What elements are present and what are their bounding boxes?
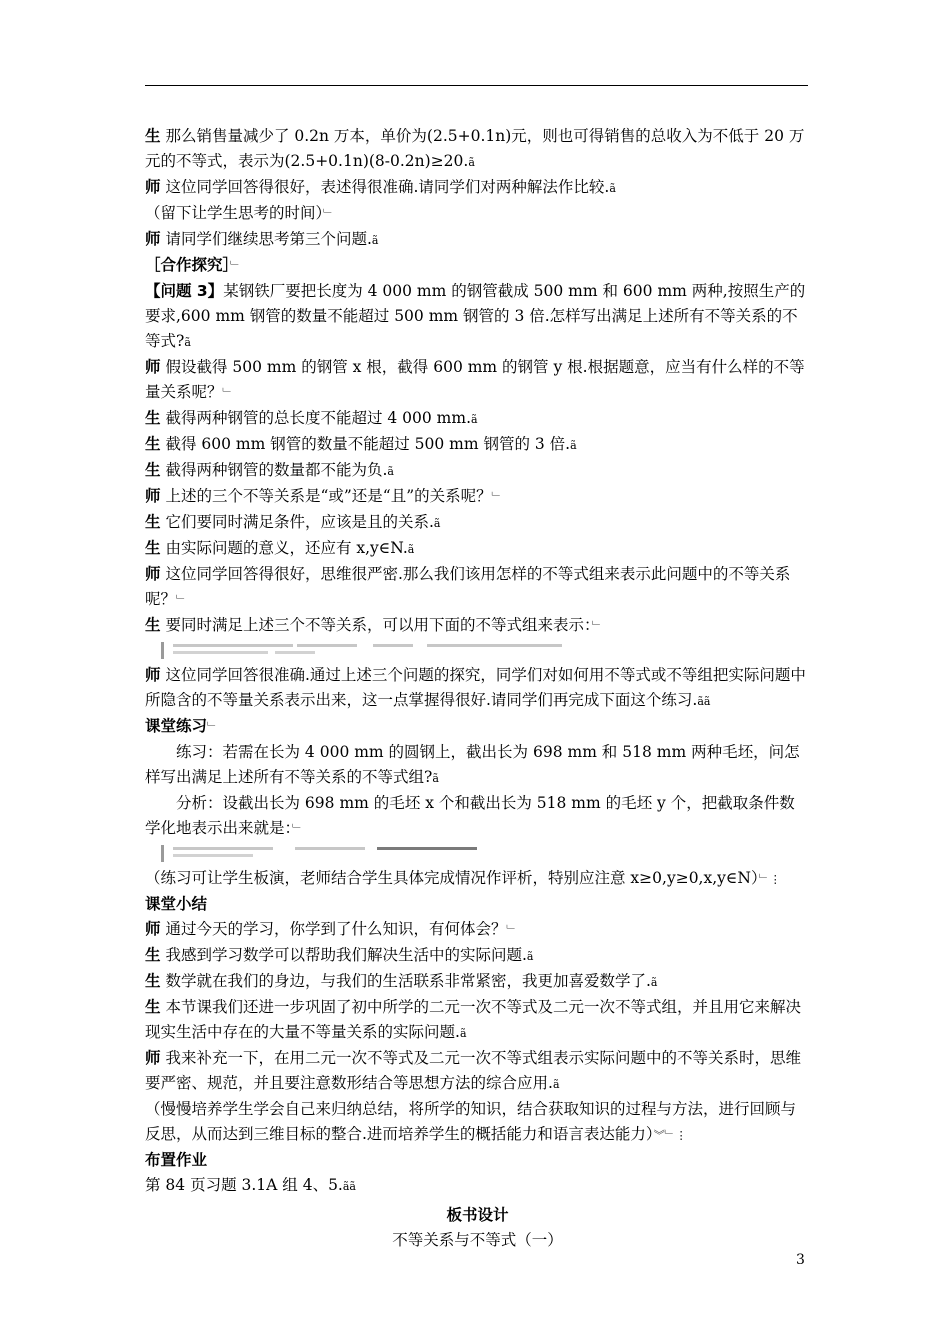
paragraph: 生 数学就在我们的身边，与我们的生活联系非常紧密，我更加喜爱数学了.ã [145,972,658,990]
paragraph: 第 84 页习题 3.1A 组 4、5.ãã [145,1176,356,1194]
paragraph: 师 这位同学回答很准确.通过上述三个问题的探究，同学们对如何用不等式或不等组把实际问题中所隐含的不等量关系表示出来，这一点掌握得很好.请同学们再完成下面这个练习.ãã [145,666,806,709]
paragraph: 师 通过今天的学习，你学到了什么知识，有何体会？﹂ [145,920,518,938]
paragraph: （练习可让学生板演，老师结合学生具体完成情况作评析，特别应注意 x≥0,y≥0,x,y∈N）﹂⋮ [145,869,781,887]
board-design-title: 板书设计 [446,1206,509,1224]
paragraph: 生 截得两种钢管的数量都不能为负.ã [145,461,394,479]
board-design-subtitle: 不等关系与不等式（一） [392,1231,563,1249]
formula-image-exercise-system [145,842,810,866]
paragraph: 【问题 3】某钢铁厂要把长度为 4 000 mm 的钢管截成 500 mm 和 600 mm 两种,按照生产的要求,600 mm 钢管的数量不能超过 500 mm 钢管的 3 倍.怎样写出满足上述所有不等关系的不等式?ã [145,282,806,350]
paragraph: 师 上述的三个不等关系是“或”还是“且”的关系呢？﹂ [145,487,503,505]
paragraph: 师 假设截得 500 mm 的钢管 x 根，截得 600 mm 的钢管 y 根.根据题意，应当有什么样的不等量关系呢？﹂ [145,358,805,401]
section-heading: 课堂练习﹂ [145,717,219,735]
paragraph: 师 这位同学回答得很好，表述得很准确.请同学们对两种解法作比较.ã [145,178,616,196]
board-design [145,1203,810,1253]
paragraph: 生 我感到学习数学可以帮助我们解决生活中的实际问题.ã [145,946,534,964]
paragraph: 分析：设截出长为 698 mm 的毛坯 x 个和截出长为 518 mm 的毛坯 y 个，把截取条件数学化地表示出来就是：﹂ [145,794,795,837]
paragraph: 生 要同时满足上述三个不等关系，可以用下面的不等式组来表示：﹂ [145,616,603,634]
paragraph: 生 截得 600 mm 钢管的数量不能超过 500 mm 钢管的 3 倍.ã [145,435,577,453]
paragraph: （慢慢培养学生学会自己来归纳总结，将所学的知识，结合获取知识的过程与方法，进行回顾与反思，从而达到三维目标的整合.进而培养学生的概括能力和语言表达能力）︾﹂⋮ [145,1100,797,1143]
section-heading: 课堂小结 [145,895,208,913]
paragraph: 师 请同学们继续思考第三个问题.ã [145,230,379,248]
section-heading: 布置作业 [145,1151,208,1169]
formula-image-inequality-system [145,639,810,663]
document-body [145,124,810,1253]
paragraph: 生 截得两种钢管的总长度不能超过 4 000 mm.ã [145,409,478,427]
paragraph: 师 我来补充一下，在用二元一次不等式及二元一次不等式组表示实际问题中的不等关系时，思维要严密、规范，并且要注意数形结合等思想方法的综合应用.ã [145,1049,801,1092]
section-heading: ［合作探究］﹂ [145,256,242,274]
paragraph: （留下让学生思考的时间）﹂ [145,204,335,222]
paragraph: 生 它们要同时满足条件，应该是且的关系.ã [145,513,441,531]
paragraph: 生 由实际问题的意义，还应有 x,y∈N.ã [145,539,415,557]
page-number: 3 [796,1252,805,1268]
paragraph: 生 那么销售量减少了 0.2n 万本，单价为(2.5+0.1n)元，则也可得销售的总收入为不低于 20 万元的不等式，表示为(2.5+0.1n)(8-0.2n)≥20.ã [145,127,805,170]
paragraph: 生 本节课我们还进一步巩固了初中所学的二元一次不等式及二元一次不等式组，并且用它来解决现实生活中存在的大量不等量关系的实际问题.ã [145,998,801,1041]
paragraph: 练习：若需在长为 4 000 mm 的圆钢上，截出长为 698 mm 和 518 mm 两种毛坯，问怎样写出满足上述所有不等关系的不等式组?ã [145,743,800,786]
header-rule [145,85,808,86]
paragraph: 师 这位同学回答得很好，思维很严密.那么我们该用怎样的不等式组来表示此问题中的不等关系呢？﹂ [145,565,791,608]
